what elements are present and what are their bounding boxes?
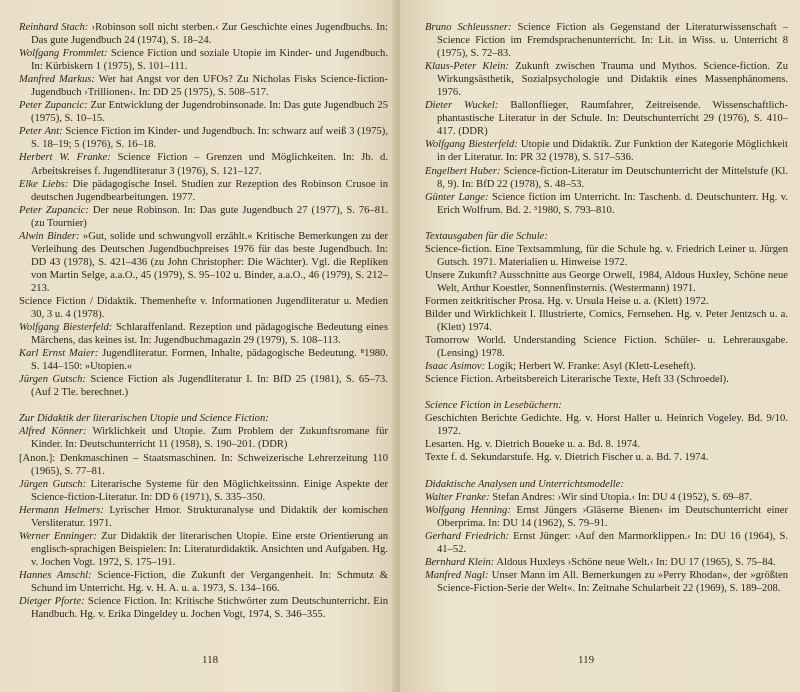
entry-text: Aldous Huxleys ›Schöne neue Welt.‹ In: DU 17 (1965), S. 75–84. bbox=[494, 556, 776, 568]
entry-text: Ernst Jünger: ›Auf den Marmorklippen.‹ In: DU 16 (1964), S. 41–52. bbox=[437, 530, 789, 555]
entry-text: Science Fiction als Gegenstand der Literaturwissenschaft – Science Fiction im Fremdsprachenunterricht. In: Lit. in Wiss. u. Unterricht 8 (1975), S. 72–83. bbox=[437, 22, 788, 60]
section-heading: Textausgaben für die Schule: bbox=[425, 230, 548, 242]
section-heading: Science Fiction in Lesebüchern: bbox=[425, 400, 562, 412]
bibliography-entry bbox=[425, 165, 788, 191]
bibliography-entry bbox=[19, 125, 388, 151]
bibliography-entry bbox=[425, 556, 788, 569]
entry-text: Ernst Jüngers ›Gläserne Bienen‹ im Deutschunterricht einer Oberprima. In: DU 14 (1962), S. 79–91. bbox=[437, 504, 788, 529]
page-number: 119 bbox=[578, 654, 595, 666]
entry-text: Unser Mann im All. Bemerkungen zu »Perry Rhodan«, der »größten Science-Fiction-Serie der Welt«. In: Zeitnahe Schularbeit 22 (1969), S. 189–208. bbox=[437, 569, 788, 594]
entry-author: Engelbert Huber: bbox=[425, 165, 501, 177]
bibliography-entry bbox=[425, 295, 788, 308]
bibliography-entry bbox=[19, 347, 388, 373]
bibliography-entry bbox=[19, 295, 388, 321]
bibliography-entry bbox=[425, 360, 788, 373]
entry-text: Formen zeitkritischer Prosa. Hg. v. Ursula Heise u. a. (Klett) 1972. bbox=[425, 295, 709, 307]
entry-author: Alfred Könner: bbox=[19, 426, 87, 438]
entry-text: Science Fiction / Didaktik. Themenhefte v. Informationen Jugendliteratur u. Medien 30, 3 u. 4 (1978). bbox=[19, 295, 388, 321]
bibliography-entry bbox=[425, 243, 788, 269]
bibliography-entry bbox=[425, 21, 788, 60]
entry-author: Herbert W. Franke: bbox=[19, 152, 111, 164]
bibliography-entry bbox=[19, 151, 388, 177]
entry-author: Manfred Nagl: bbox=[425, 569, 489, 581]
bibliography-entry bbox=[19, 478, 388, 504]
entry-author: Karl Ernst Maier: bbox=[19, 348, 99, 360]
bibliography-entry bbox=[425, 308, 788, 334]
entry-text: Logik; Herbert W. Franke: Asyl (Klett-Leseheft). bbox=[485, 361, 696, 373]
entry-text: Science-fiction-Literatur im Deutschunterricht der Mittelstufe (Kl. 8, 9). In: BfD 22 (1978), S. 48–53. bbox=[437, 165, 788, 190]
bibliography-entry bbox=[425, 530, 788, 556]
bibliography-entry bbox=[19, 321, 388, 347]
bibliography-entry bbox=[19, 47, 388, 73]
spacer bbox=[425, 217, 788, 230]
bibliography-entry bbox=[19, 204, 388, 230]
entry-author: Elke Liebs: bbox=[19, 178, 69, 190]
entry-author: Jürgen Gutsch: bbox=[19, 478, 87, 490]
entry-text: Wirklichkeit und Utopie. Zum Problem der Zukunftsromane für Kinder. In: Deutschunterricht 11 (1958), S. 190–201. (DDR) bbox=[31, 426, 388, 451]
entry-author: Klaus-Peter Klein: bbox=[425, 61, 509, 73]
entry-text: Zukunft zwischen Trauma und Mythos. Science-fiction. Zu Wirkungsästhetik, Sozialpsychologie und Didaktik eines Massenphänomens. 1976. bbox=[437, 61, 788, 99]
entry-author: Werner Enninger: bbox=[19, 530, 97, 542]
bibliography-entry bbox=[19, 73, 388, 99]
entry-author: Peter Zupancic: bbox=[19, 100, 88, 112]
entry-text: Zur Entwicklung der Jugendrobinsonade. In: Das gute Jugendbuch 25 (1975), S. 10–15. bbox=[31, 100, 388, 125]
bibliography-entry bbox=[19, 230, 388, 295]
bibliography-entry bbox=[425, 412, 788, 438]
entry-text: Lesarten. Hg. v. Dietrich Boueke u. a. Bd. 8. 1974. bbox=[425, 439, 640, 451]
entry-text: Science-Fiction, die Zukunft der Vergangenheit. In: Schmutz & Schund im Unterricht. Hg. v. H. A. u. a. 1973, S. 134–166. bbox=[31, 569, 388, 594]
section-heading: Zur Didaktik der literarischen Utopie und Science Fiction: bbox=[19, 413, 269, 425]
entry-text: Science Fiction – Grenzen und Möglichkeiten. In: Jb. d. Arbeitskreises f. Jugendliteratur 3 (1976), S. 121–127. bbox=[31, 152, 388, 177]
entry-author: Reinhard Stach: bbox=[19, 22, 89, 33]
entry-author: Peter Zupancic: bbox=[19, 204, 89, 216]
entry-author: Walter Franke: bbox=[425, 491, 490, 503]
spacer bbox=[425, 465, 788, 478]
entry-text: Die pädagogische Insel. Studien zur Rezeption des Robinson Crusoe in deutschen Jugendbearbeitungen. 1977. bbox=[31, 178, 389, 203]
spacer bbox=[425, 386, 788, 399]
entry-author: Isaac Asimov: bbox=[425, 361, 486, 373]
bibliography-entry bbox=[19, 530, 388, 569]
entry-text: Der neue Robinson. In: Das gute Jugendbuch 27 (1977), S. 76–81. (zu Tournier) bbox=[31, 204, 388, 229]
bibliography-entry bbox=[425, 569, 788, 595]
entry-text: Science fiction im Unterricht. In: Taschenb. d. Deutschunterr. Hg. v. Erich Wolfrum. Bd. 2. ³1980, S. 793–810. bbox=[437, 191, 788, 216]
page-number: 118 bbox=[202, 654, 219, 666]
entry-author: Wolfgang Biesterfeld: bbox=[19, 322, 113, 334]
entry-text: Texte f. d. Sekundarstufe. Hg. v. Dietrich Fischer u. a. Bd. 7. 1974. bbox=[425, 452, 709, 464]
entry-text: Unsere Zukunft? Ausschnitte aus George Orwell, 1984, Aldous Huxley, Schöne neue Welt, Arthur Koestler, Sonnenfinsternis. (Westermann) 1971. bbox=[425, 269, 788, 294]
left-block1 bbox=[19, 21, 388, 399]
bibliography-entry bbox=[425, 451, 788, 464]
entry-text: Tomorrow World. Understanding Science Fiction. Schüler- u. Lehrerausgabe. (Lensing) 1978. bbox=[425, 335, 788, 360]
bibliography-entry bbox=[425, 334, 788, 360]
entry-author: Wolfgang Biesterfeld: bbox=[425, 139, 518, 151]
entry-text: [Anon.]: Denkmaschinen – Staatsmaschinen. In: Schweizerische Lehrerzeitung 110 (1965), S. 77–81. bbox=[19, 452, 388, 477]
right-block3 bbox=[425, 412, 788, 464]
entry-author: Dieter Wuckel: bbox=[425, 100, 499, 112]
entry-author: Bruno Schleussner: bbox=[425, 22, 512, 33]
right-page bbox=[400, 0, 800, 692]
entry-text: Zur Didaktik der literarischen Utopie. Eine erste Orientierung an englisch-sprachigen Beispielen: In: Literaturdidaktik. Ansichten und Aufgaben. Hg. v. Jochen Vogt. 1972, S. 175–191. bbox=[31, 530, 388, 568]
entry-text: ›Robinson soll nicht sterben.‹ Zur Geschichte eines Jugendbuchs. In: Das gute Jugendbuch 24 (1974), S. 18–24. bbox=[31, 22, 388, 47]
bibliography-entry bbox=[425, 504, 788, 530]
entry-text: Science Fiction und soziale Utopie im Kinder- und Jugendbuch. In: Kürbiskern 1 (1975), S. 101–111. bbox=[31, 48, 388, 73]
entry-text: Lyrischer Hmor. Strukturanalyse und Didaktik der komischen Versliteratur. 1971. bbox=[31, 504, 389, 529]
right-block2 bbox=[425, 243, 788, 387]
spacer bbox=[19, 399, 388, 412]
bibliography-entry bbox=[425, 373, 788, 386]
entry-text: Utopie und Didaktik. Zur Funktion der Kategorie Möglichkeit in der Literatur. In: PR 32 (1978), S. 517–536. bbox=[437, 139, 788, 164]
left-block2 bbox=[19, 425, 388, 621]
entry-text: Bilder und Wirklichkeit I. Illustrierte, Comics, Fernsehen. Hg. v. Peter Jentzsch u. a. (Klett) 1974. bbox=[425, 308, 788, 334]
entry-author: Gerhard Friedrich: bbox=[425, 530, 510, 542]
entry-text: Science Fiction im Kinder- und Jugendbuch. In: schwarz auf weiß 3 (1975), S. 18–19; 5 (1976), S. 16–18. bbox=[31, 126, 388, 151]
entry-text: Schlaraffenland. Rezeption und pädagogische Bedeutung eines Märchens, das keines ist. In: Jugendbuchmagazin 29 (1979), S. 108–113. bbox=[31, 322, 388, 347]
left-page bbox=[0, 0, 396, 692]
bibliography-entry bbox=[19, 99, 388, 125]
entry-author: Wolfgang Henning: bbox=[425, 504, 511, 516]
entry-author: Jürgen Gutsch: bbox=[19, 374, 86, 386]
section-heading: Didaktische Analysen und Unterrichtsmodelle: bbox=[425, 478, 624, 490]
entry-author: Hannes Amschl: bbox=[19, 569, 92, 581]
entry-text: Ballonflieger, Raumfahrer, Zeitreisende. Wissenschaftlich-phantastische Literatur in der Schule. In: Deutschunterricht 29 (1976), S. 410–417. (DDR) bbox=[437, 100, 789, 138]
right-block1 bbox=[425, 21, 788, 217]
bibliography-entry bbox=[19, 21, 388, 47]
entry-text: Wer hat Angst vor den UFOs? Zu Nicholas Fisks Science-fiction-Jugendbuch ›Trillionen‹. In: DD 25 (1975), S. 508–517. bbox=[31, 74, 388, 99]
entry-text: Science Fiction. In: Kritische Stichwörter zum Deutschunterricht. Ein Handbuch. Hg. v. Erika Dingeldey u. Jochen Vogt, 1974, S. 346–355. bbox=[31, 596, 388, 621]
entry-author: Alwin Binder: bbox=[19, 230, 80, 242]
entry-text: Stefan Andres: ›Wir sind Utopia.‹ In: DU 4 (1952), S. 69–87. bbox=[489, 491, 752, 503]
entry-text: Geschichten Berichte Gedichte. Hg. v. Horst Haller u. Heinrich Vogeley. Bd. 9/10. 1972. bbox=[425, 413, 788, 438]
bibliography-entry bbox=[19, 178, 388, 204]
entry-author: Wolfgang Frommlet: bbox=[19, 48, 108, 60]
bibliography-entry bbox=[19, 569, 388, 595]
bibliography-entry bbox=[19, 373, 388, 399]
entry-text: Science Fiction als Jugendliteratur I. In: BfD 25 (1981), S. 65–73. (Auf 2 Tle. berechnet.) bbox=[31, 374, 388, 399]
entry-author: Dietger Pforte: bbox=[19, 596, 85, 608]
bibliography-entry bbox=[19, 595, 388, 621]
bibliography-entry bbox=[19, 452, 388, 478]
entry-author: Manfred Markus: bbox=[19, 74, 95, 86]
bibliography-entry bbox=[425, 99, 788, 138]
right-block4 bbox=[425, 491, 788, 595]
entry-author: Peter Ant: bbox=[19, 126, 63, 138]
bibliography-entry bbox=[425, 191, 788, 217]
entry-text: Jugendliteratur. Formen, Inhalte, pädagogische Bedeutung. ⁸1980. S. 144–150: »Utopien.« bbox=[31, 348, 388, 373]
entry-text: Science-fiction. Eine Textsammlung, für die Schule hg. v. Friedrich Leiner u. Jürgen Gutsch. 1971. Materialien u. Hinweise 1972. bbox=[425, 243, 788, 268]
bibliography-entry bbox=[19, 425, 388, 451]
bibliography-entry bbox=[425, 138, 788, 164]
entry-author: Bernhard Klein: bbox=[425, 556, 495, 568]
bibliography-entry bbox=[425, 269, 788, 295]
bibliography-entry bbox=[19, 504, 388, 530]
bibliography-entry bbox=[425, 491, 788, 504]
entry-text: Science Fiction. Arbeitsbereich Literarische Texte, Heft 33 (Schroedel). bbox=[425, 374, 729, 386]
bibliography-entry bbox=[425, 438, 788, 451]
bibliography-entry bbox=[425, 60, 788, 99]
entry-author: Hermann Helmers: bbox=[19, 504, 104, 516]
entry-text: Literarische Systeme für den Möglichkeitssinn. Einige Aspekte der Science-fiction-Literatur. In: DD 6 (1971), S. 335–350. bbox=[31, 478, 389, 503]
entry-author: Günter Lange: bbox=[425, 191, 489, 203]
entry-text: »Gut, solide und schwungvoll erzählt.« Kritische Bemerkungen zu der Verleihung des Deutschen Jugendbuchpreises 1976 für das beste Jugendbuch. In: DD 43 (1978), S. 421–436 (zu John Christopher: Die Wächter). Vgl. die Repliken von Martin Selge, a.a.O., 45 (1979), S. 95–102 u. Binder, a.a.O., 46 (1979), S. 212–213. bbox=[31, 230, 388, 294]
